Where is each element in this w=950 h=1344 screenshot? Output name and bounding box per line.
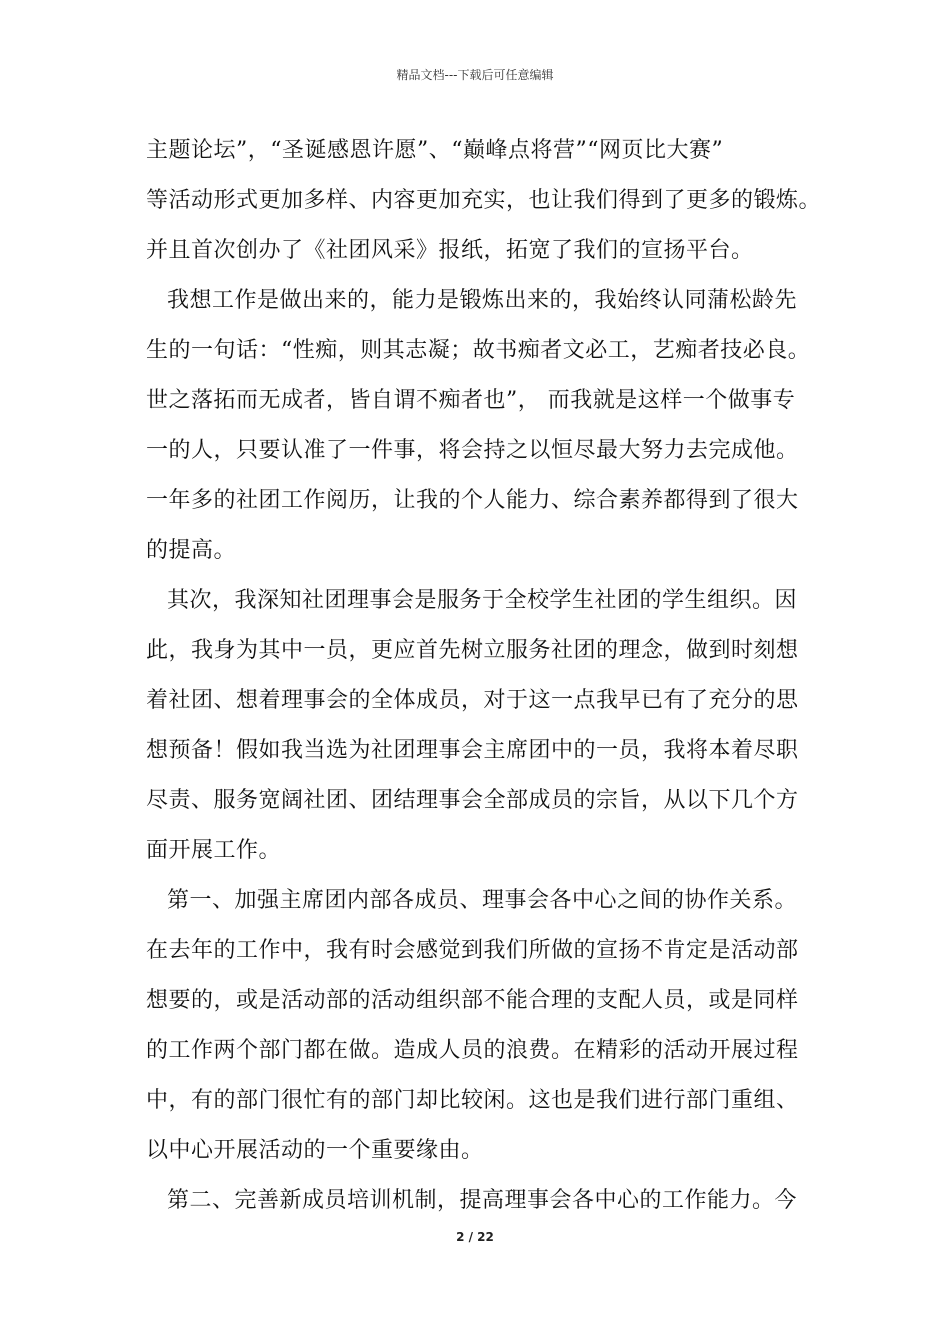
text-line: 其次，我深知社团理事会是服务于全校学生社团的学生组织。因 [167,588,798,613]
text-line: 并且首次创办了《社团风采》报纸，拓宽了我们的宣扬平台。 [146,238,754,263]
page-header: 精品文档---下载后可任意编辑 [396,68,554,82]
text-line: 我想工作是做出来的，能力是锻炼出来的，我始终认同蒲松龄先 [167,288,798,313]
text-line: 在去年的工作中，我有时会感觉到我们所做的宣扬不肯定是活动部 [146,938,799,963]
text-line: 想预备！假如我当选为社团理事会主席团中的一员，我将本着尽职 [146,738,799,763]
text-line: 的工作两个部门都在做。造成人员的浪费。在精彩的活动开展过程 [146,1038,799,1063]
text-line: 面开展工作。 [146,838,282,863]
page-number: 2 / 22 [456,1230,494,1244]
text-line: 以中心开展活动的一个重要缘由。 [146,1138,484,1163]
text-line: 世之落拓而无成者，皆自谓不痴者也”， 而我就是这样一个做事专 [146,388,796,413]
text-line: 着社团、想着理事会的全体成员，对于这一点我早已有了充分的思 [146,688,799,713]
text-line: 中，有的部门很忙有的部门却比较闲。这也是我们进行部门重组、 [146,1088,799,1113]
text-line: 的提高。 [146,538,237,563]
text-line: 第二、完善新成员培训机制，提高理事会各中心的工作能力。今 [167,1188,798,1213]
text-line: 尽责、服务宽阔社团、团结理事会全部成员的宗旨，从以下几个方 [146,788,799,813]
text-line: 想要的，或是活动部的活动组织部不能合理的支配人员，或是同样 [146,988,799,1013]
text-line: 第一、加强主席团内部各成员、理事会各中心之间的协作关系。 [167,888,798,913]
text-line: 等活动形式更加多样、内容更加充实，也让我们得到了更多的锻炼。 [146,188,822,213]
text-line: 此，我身为其中一员，更应首先树立服务社团的理念，做到时刻想 [146,638,799,663]
document-body [146,129,826,1229]
text-line: 一年多的社团工作阅历，让我的个人能力、综合素养都得到了很大 [146,488,799,513]
text-line: 生的一句话：“性痴，则其志凝；故书痴者文必工，艺痴者技必良。 [146,338,811,363]
text-line: 主题论坛”，“圣诞感恩许愿”、“巅峰点将营”“网页比大赛” [146,138,724,163]
text-line: 一的人，只要认准了一件事，将会持之以恒尽最大努力去完成他。 [146,438,799,463]
